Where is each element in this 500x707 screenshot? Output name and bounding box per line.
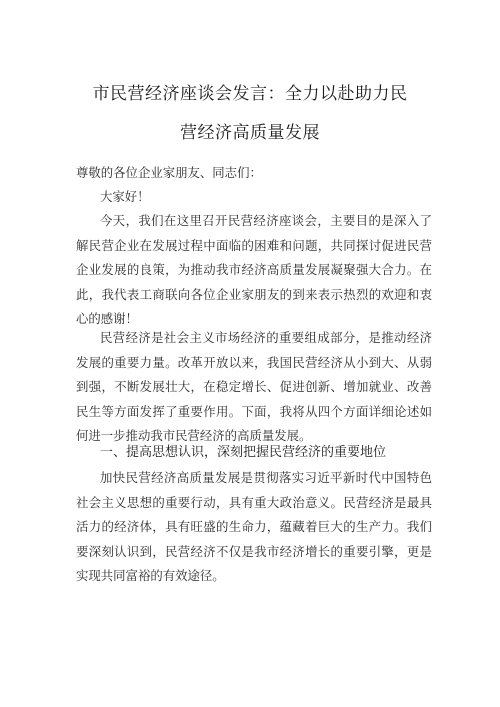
salutation: 尊敬的各位企业家朋友、同志们： — [76, 165, 262, 180]
paragraph-context: 民营经济是社会主义市场经济的重要组成部分，是推动经济发展的重要力量。改革开放以来，我国民营经济从小到大、从弱到强，不断发展壮大，在稳定增长、促进创新、增加就业、改善民生等方面发挥了重要作用。下面，我将从四个方面详细论述如何进一步推动我市民营经济的高质量发展。 — [76, 330, 432, 444]
paragraph-section-1: 加快民营经济高质量发展是贯彻落实习近平新时代中国特色社会主义思想的重要行动，具有重大政治意义。民营经济是最具活力的经济体，具有旺盛的生命力，蕴藏着巨大的生产力。我们要深刻认识到，民营经济不仅是我市经济增长的重要引擎，更是实现共同富裕的有效途径。 — [76, 470, 432, 584]
paragraph-intro: 今天，我们在这里召开民营经济座谈会，主要目的是深入了解民营企业在发展过程中面临的困难和问题，共同探讨促进民营企业发展的良策，为推动我市经济高质量发展凝聚强大合力。在此，我代表工商联向各位企业家朋友的到来表示热烈的欢迎和衷心的感谢！ — [76, 213, 432, 327]
section-heading-1: 一、提高思想认识，深刻把握民营经济的重要地位 — [100, 445, 387, 460]
document-title-line-1: 市民营经济座谈会发言：全力以赴助力民 — [92, 84, 408, 104]
greeting: 大家好！ — [100, 189, 150, 204]
document-title-line-2: 营经济高质量发展 — [180, 123, 320, 143]
